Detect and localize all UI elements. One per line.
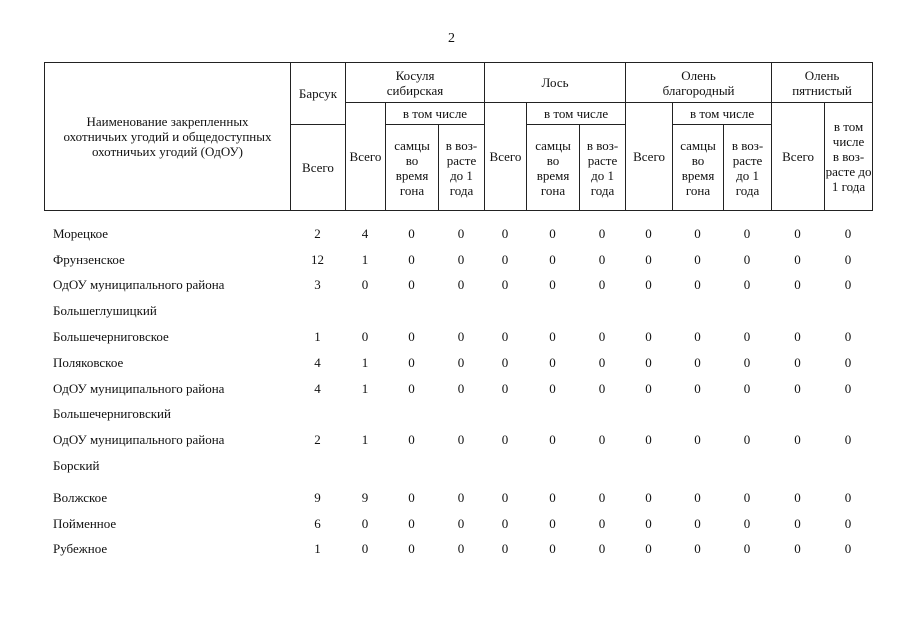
row-name: Морецкое [53, 225, 109, 241]
cell-value: 0 [457, 380, 465, 396]
cell-value: 0 [794, 432, 801, 448]
cell-value: 0 [408, 251, 415, 267]
table-row [44, 247, 872, 273]
cell-value: 1 [361, 380, 369, 396]
cell-value [771, 298, 824, 324]
cell-value [771, 402, 824, 428]
cell-value: 0 [361, 329, 369, 345]
cell-value: 0 [501, 380, 509, 396]
cell-value: 9 [314, 489, 321, 505]
column-header-name: Наименование закрепленных охотничьих угодий и общедоступных охотничьих угодий (ОдОУ) [45, 63, 291, 211]
row-name: Борский [53, 458, 100, 474]
cell-value [723, 298, 771, 324]
cell-value: 0 [694, 489, 701, 505]
cell-value: 0 [694, 541, 701, 557]
row-name: Волжское [53, 489, 108, 505]
cell-value: 1 [361, 354, 369, 370]
cell-value: 0 [501, 541, 509, 557]
cell-value: 0 [408, 354, 415, 370]
subheader-v-vozraste: в воз-расте до 1 года [580, 125, 626, 211]
cell-value: 0 [645, 515, 652, 531]
cell-value: 0 [743, 515, 751, 531]
cell-value: 0 [844, 225, 852, 241]
cell-value: 0 [598, 489, 606, 505]
cell-value: 0 [549, 225, 556, 241]
cell-value: 0 [408, 515, 415, 531]
cell-value [672, 298, 723, 324]
cell-value [579, 298, 625, 324]
cell-value: 0 [361, 277, 369, 293]
cell-value: 0 [501, 489, 509, 505]
cell-value [385, 402, 438, 428]
cell-value: 0 [598, 251, 606, 267]
cell-value: 12 [311, 251, 324, 267]
cell-value: 2 [314, 432, 321, 448]
column-header-barsuk: Барсук [291, 63, 346, 125]
cell-value: 0 [549, 432, 556, 448]
cell-value: 0 [794, 515, 801, 531]
row-name: Пойменное [53, 515, 117, 531]
cell-value: 0 [743, 489, 751, 505]
cell-value [771, 453, 824, 479]
cell-value: 0 [694, 225, 701, 241]
cell-value: 0 [743, 277, 751, 293]
cell-value: 0 [457, 329, 465, 345]
cell-value [824, 402, 872, 428]
row-name: ОдОУ муниципального района [53, 380, 225, 396]
cell-value: 0 [408, 380, 415, 396]
subheader-vsego: Всего [346, 103, 386, 211]
cell-value: 0 [743, 432, 751, 448]
cell-value: 0 [645, 380, 652, 396]
cell-value: 4 [314, 354, 321, 370]
cell-value: 0 [598, 225, 606, 241]
cell-value: 0 [549, 541, 556, 557]
cell-value [290, 298, 345, 324]
cell-value: 4 [314, 380, 321, 396]
cell-value: 0 [408, 329, 415, 345]
cell-value: 0 [457, 541, 465, 557]
cell-value: 0 [501, 329, 509, 345]
cell-value: 0 [844, 354, 852, 370]
subheader-v-vozraste: в воз-расте до 1 года [724, 125, 772, 211]
table-row [44, 350, 872, 376]
cell-value [290, 402, 345, 428]
cell-value: 0 [361, 541, 369, 557]
cell-value: 0 [408, 541, 415, 557]
row-name: Большечерниговский [53, 406, 171, 422]
page-number: 2 [448, 31, 455, 46]
cell-value: 0 [457, 489, 465, 505]
cell-value: 0 [549, 277, 556, 293]
label-v-vozraste: в воз-расте до 1 года [825, 149, 872, 194]
table-body [44, 221, 872, 562]
subheader-vsego: Всего [626, 103, 673, 211]
subheader-v-tom-chisle: в том числе [527, 103, 626, 125]
cell-value: 0 [743, 329, 751, 345]
cell-value [723, 453, 771, 479]
cell-value: 0 [694, 277, 701, 293]
cell-value [484, 298, 526, 324]
cell-value: 0 [694, 329, 701, 345]
cell-value: 0 [694, 251, 701, 267]
cell-value: 0 [549, 329, 556, 345]
cell-value: 0 [743, 225, 751, 241]
table-header [44, 62, 873, 211]
cell-value: 1 [361, 432, 369, 448]
cell-value: 0 [794, 277, 801, 293]
subheader-vsego: Всего [772, 103, 825, 211]
cell-value [290, 453, 345, 479]
cell-value [526, 453, 579, 479]
label-v-tom-chisle: в том числе [832, 119, 865, 149]
table-row [44, 324, 872, 350]
cell-value [625, 402, 672, 428]
cell-value: 0 [844, 329, 852, 345]
cell-value: 0 [743, 380, 751, 396]
cell-value [438, 298, 484, 324]
cell-value: 0 [457, 354, 465, 370]
cell-value: 0 [501, 432, 509, 448]
subheader-samtsy: самцы во время гона [527, 125, 580, 211]
cell-value: 0 [598, 432, 606, 448]
cell-value: 0 [408, 225, 415, 241]
table-row [44, 537, 872, 563]
cell-value: 0 [794, 354, 801, 370]
cell-value: 1 [314, 329, 321, 345]
cell-value: 0 [457, 432, 465, 448]
row-name: Большечерниговское [53, 329, 169, 345]
cell-value: 0 [501, 225, 509, 241]
cell-value: 0 [844, 432, 852, 448]
cell-value: 2 [314, 225, 321, 241]
cell-value [526, 298, 579, 324]
cell-value: 0 [645, 225, 652, 241]
cell-value: 0 [645, 329, 652, 345]
cell-value: 0 [645, 489, 652, 505]
cell-value [579, 453, 625, 479]
cell-value [526, 402, 579, 428]
cell-value: 0 [549, 380, 556, 396]
cell-value: 0 [743, 354, 751, 370]
cell-value: 0 [549, 354, 556, 370]
cell-value: 4 [361, 225, 369, 241]
cell-value: 0 [694, 432, 701, 448]
cell-value [385, 298, 438, 324]
cell-value [672, 453, 723, 479]
cell-value: 0 [501, 277, 509, 293]
column-header-kosulya: Косуля сибирская [346, 63, 485, 103]
row-name: Поляковское [53, 354, 124, 370]
cell-value: 0 [457, 251, 465, 267]
table-row [44, 485, 872, 511]
cell-value [345, 402, 385, 428]
cell-value [824, 453, 872, 479]
subheader-v-tom-chisle-v-vozraste [825, 103, 873, 211]
table-row [44, 298, 872, 324]
cell-value: 0 [645, 354, 652, 370]
row-name: Большеглушицкий [53, 303, 157, 319]
cell-value: 0 [694, 515, 701, 531]
cell-value: 0 [694, 354, 701, 370]
row-name: Рубежное [53, 541, 108, 557]
cell-value: 0 [361, 515, 369, 531]
cell-value: 1 [314, 541, 321, 557]
cell-value [625, 298, 672, 324]
cell-value [579, 402, 625, 428]
table-row [44, 221, 872, 247]
cell-value: 0 [501, 515, 509, 531]
subheader-v-vozraste: в воз-расте до 1 года [439, 125, 485, 211]
table-row [44, 273, 872, 299]
subheader-v-tom-chisle: в том числе [386, 103, 485, 125]
table-row [44, 376, 872, 402]
subheader-vsego: Всего [485, 103, 527, 211]
cell-value [484, 453, 526, 479]
column-header-olen-blag: Олень благородный [626, 63, 772, 103]
cell-value: 0 [794, 251, 801, 267]
cell-value: 0 [408, 489, 415, 505]
cell-value: 0 [794, 225, 801, 241]
cell-value [345, 298, 385, 324]
cell-value: 0 [549, 251, 556, 267]
cell-value: 0 [844, 489, 852, 505]
cell-value: 0 [794, 541, 801, 557]
table-row [44, 511, 872, 537]
cell-value [723, 402, 771, 428]
cell-value: 0 [501, 354, 509, 370]
cell-value: 0 [598, 541, 606, 557]
cell-value: 0 [457, 515, 465, 531]
cell-value: 0 [844, 380, 852, 396]
cell-value: 0 [598, 380, 606, 396]
cell-value: 0 [794, 489, 801, 505]
cell-value: 0 [457, 277, 465, 293]
cell-value: 0 [645, 277, 652, 293]
row-name: ОдОУ муниципального района [53, 277, 225, 293]
cell-value: 0 [844, 541, 852, 557]
cell-value [824, 298, 872, 324]
cell-value [438, 402, 484, 428]
cell-value [438, 453, 484, 479]
cell-value [385, 453, 438, 479]
row-name: Фрунзенское [53, 251, 125, 267]
cell-value: 0 [645, 541, 652, 557]
cell-value: 6 [314, 515, 321, 531]
cell-value: 0 [501, 251, 509, 267]
column-header-los: Лось [485, 63, 626, 103]
cell-value: 0 [645, 251, 652, 267]
cell-value: 0 [743, 541, 751, 557]
cell-value: 0 [844, 251, 852, 267]
cell-value: 0 [794, 380, 801, 396]
table-row [44, 427, 872, 453]
cell-value [625, 453, 672, 479]
cell-value: 0 [598, 277, 606, 293]
table-row [44, 402, 872, 428]
subheader-v-tom-chisle: в том числе [673, 103, 772, 125]
cell-value: 0 [549, 515, 556, 531]
cell-value: 0 [645, 432, 652, 448]
cell-value: 0 [844, 515, 852, 531]
cell-value: 0 [694, 380, 701, 396]
cell-value: 0 [408, 432, 415, 448]
cell-value: 0 [598, 515, 606, 531]
cell-value: 0 [794, 329, 801, 345]
cell-value [672, 402, 723, 428]
cell-value [345, 453, 385, 479]
cell-value: 9 [361, 489, 369, 505]
cell-value: 0 [844, 277, 852, 293]
subheader-samtsy: самцы во время гона [673, 125, 724, 211]
cell-value: 0 [598, 354, 606, 370]
subheader-samtsy: самцы во время гона [386, 125, 439, 211]
cell-value: 0 [743, 251, 751, 267]
cell-value [484, 402, 526, 428]
cell-value: 0 [598, 329, 606, 345]
cell-value: 0 [549, 489, 556, 505]
cell-value: 0 [408, 277, 415, 293]
cell-value: 3 [314, 277, 321, 293]
cell-value: 0 [457, 225, 465, 241]
table-row [44, 453, 872, 479]
subheader-vsego: Всего [291, 125, 346, 211]
cell-value: 1 [361, 251, 369, 267]
row-name: ОдОУ муниципального района [53, 432, 225, 448]
column-header-olen-pyat: Олень пятнистый [772, 63, 873, 103]
